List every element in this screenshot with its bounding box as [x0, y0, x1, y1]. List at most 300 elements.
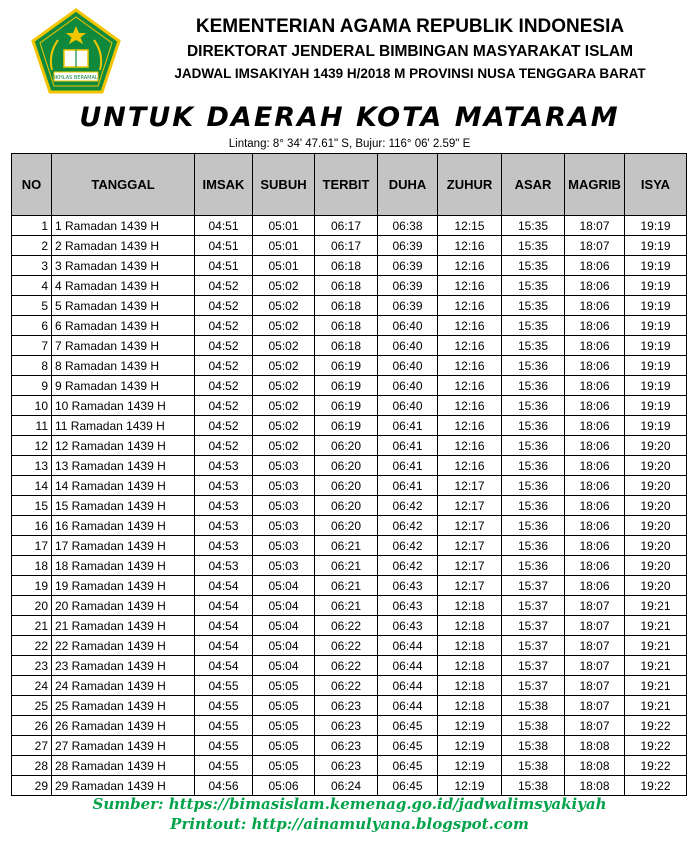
cell-subuh: 05:06: [253, 776, 315, 796]
cell-isya: 19:19: [625, 276, 687, 296]
cell-isya: 19:19: [625, 316, 687, 336]
coordinates-text: Lintang: 8° 34' 47.61" S, Bujur: 116° 06' 2.59" E: [228, 138, 471, 150]
cell-magrib: 18:07: [565, 616, 625, 636]
cell-no: 13: [12, 456, 52, 476]
cell-subuh: 05:03: [253, 496, 315, 516]
cell-no: 9: [12, 376, 52, 396]
col-header-imsak: IMSAK: [195, 154, 253, 216]
cell-terbit: 06:22: [315, 656, 378, 676]
cell-imsak: 04:54: [195, 576, 253, 596]
cell-zuhur: 12:16: [438, 356, 502, 376]
cell-isya: 19:20: [625, 456, 687, 476]
source-link-text: Sumber: https://bimasislam.kemenag.go.id/jadwalimsyakiyah: [92, 795, 607, 813]
cell-imsak: 04:54: [195, 596, 253, 616]
table-row: [12, 436, 687, 456]
cell-terbit: 06:17: [315, 216, 378, 236]
cell-imsak: 04:55: [195, 736, 253, 756]
cell-asar: 15:36: [502, 416, 565, 436]
cell-magrib: 18:08: [565, 756, 625, 776]
cell-duha: 06:44: [378, 696, 438, 716]
cell-no: 23: [12, 656, 52, 676]
cell-duha: 06:40: [378, 376, 438, 396]
cell-asar: 15:37: [502, 576, 565, 596]
table-row: [12, 496, 687, 516]
cell-asar: 15:35: [502, 216, 565, 236]
cell-tanggal: 24 Ramadan 1439 H: [52, 676, 195, 696]
cell-duha: 06:44: [378, 636, 438, 656]
cell-no: 12: [12, 436, 52, 456]
cell-no: 16: [12, 516, 52, 536]
cell-duha: 06:43: [378, 616, 438, 636]
document-footer: [0, 794, 699, 834]
table-row: [12, 376, 687, 396]
cell-subuh: 05:02: [253, 436, 315, 456]
cell-imsak: 04:54: [195, 656, 253, 676]
cell-tanggal: 15 Ramadan 1439 H: [52, 496, 195, 516]
cell-no: 4: [12, 276, 52, 296]
cell-terbit: 06:18: [315, 336, 378, 356]
cell-no: 7: [12, 336, 52, 356]
cell-subuh: 05:05: [253, 756, 315, 776]
cell-tanggal: 11 Ramadan 1439 H: [52, 416, 195, 436]
cell-magrib: 18:07: [565, 236, 625, 256]
cell-no: 27: [12, 736, 52, 756]
cell-no: 11: [12, 416, 52, 436]
cell-magrib: 18:06: [565, 296, 625, 316]
cell-tanggal: 25 Ramadan 1439 H: [52, 696, 195, 716]
table-row: [12, 516, 687, 536]
cell-terbit: 06:19: [315, 396, 378, 416]
table-row: [12, 296, 687, 316]
cell-terbit: 06:17: [315, 236, 378, 256]
cell-imsak: 04:53: [195, 556, 253, 576]
cell-duha: 06:45: [378, 736, 438, 756]
table-row: [12, 456, 687, 476]
cell-duha: 06:44: [378, 656, 438, 676]
cell-asar: 15:36: [502, 556, 565, 576]
cell-tanggal: 1 Ramadan 1439 H: [52, 216, 195, 236]
cell-no: 28: [12, 756, 52, 776]
cell-subuh: 05:03: [253, 456, 315, 476]
cell-isya: 19:21: [625, 696, 687, 716]
cell-subuh: 05:05: [253, 676, 315, 696]
table-row: [12, 396, 687, 416]
cell-no: 20: [12, 596, 52, 616]
table-row: [12, 656, 687, 676]
cell-asar: 15:36: [502, 536, 565, 556]
cell-subuh: 05:02: [253, 416, 315, 436]
cell-asar: 15:35: [502, 296, 565, 316]
cell-magrib: 18:08: [565, 736, 625, 756]
imsakiyah-table: [11, 153, 687, 796]
cell-zuhur: 12:19: [438, 756, 502, 776]
cell-duha: 06:41: [378, 416, 438, 436]
cell-duha: 06:42: [378, 556, 438, 576]
cell-magrib: 18:06: [565, 356, 625, 376]
cell-magrib: 18:06: [565, 516, 625, 536]
cell-tanggal: 17 Ramadan 1439 H: [52, 536, 195, 556]
cell-subuh: 05:02: [253, 316, 315, 336]
cell-subuh: 05:01: [253, 256, 315, 276]
kementerian-agama-logo: [30, 8, 122, 94]
cell-imsak: 04:52: [195, 376, 253, 396]
cell-subuh: 05:03: [253, 476, 315, 496]
table-row: [12, 736, 687, 756]
cell-asar: 15:36: [502, 516, 565, 536]
cell-zuhur: 12:16: [438, 416, 502, 436]
cell-isya: 19:19: [625, 396, 687, 416]
cell-duha: 06:43: [378, 576, 438, 596]
cell-duha: 06:38: [378, 216, 438, 236]
cell-zuhur: 12:16: [438, 256, 502, 276]
cell-duha: 06:42: [378, 536, 438, 556]
printout-link-text: Printout: http://ainamulyana.blogspot.com: [170, 815, 529, 833]
table-row: [12, 256, 687, 276]
cell-tanggal: 22 Ramadan 1439 H: [52, 636, 195, 656]
cell-zuhur: 12:16: [438, 376, 502, 396]
table-row: [12, 756, 687, 776]
col-header-subuh: SUBUH: [253, 154, 315, 216]
cell-terbit: 06:21: [315, 536, 378, 556]
col-header-terbit: TERBIT: [315, 154, 378, 216]
cell-duha: 06:39: [378, 256, 438, 276]
cell-tanggal: 8 Ramadan 1439 H: [52, 356, 195, 376]
cell-terbit: 06:20: [315, 476, 378, 496]
cell-subuh: 05:03: [253, 556, 315, 576]
cell-duha: 06:39: [378, 296, 438, 316]
cell-no: 24: [12, 676, 52, 696]
cell-asar: 15:36: [502, 356, 565, 376]
cell-zuhur: 12:17: [438, 576, 502, 596]
cell-asar: 15:38: [502, 776, 565, 796]
document-header: [0, 0, 699, 150]
cell-magrib: 18:06: [565, 316, 625, 336]
cell-no: 15: [12, 496, 52, 516]
cell-no: 25: [12, 696, 52, 716]
cell-magrib: 18:07: [565, 216, 625, 236]
cell-terbit: 06:22: [315, 616, 378, 636]
cell-subuh: 05:02: [253, 296, 315, 316]
cell-no: 2: [12, 236, 52, 256]
cell-tanggal: 29 Ramadan 1439 H: [52, 776, 195, 796]
table-row: [12, 556, 687, 576]
cell-magrib: 18:07: [565, 696, 625, 716]
cell-zuhur: 12:16: [438, 276, 502, 296]
cell-no: 1: [12, 216, 52, 236]
cell-magrib: 18:08: [565, 776, 625, 796]
cell-magrib: 18:06: [565, 496, 625, 516]
col-header-zuhur: ZUHUR: [438, 154, 502, 216]
cell-magrib: 18:06: [565, 336, 625, 356]
cell-asar: 15:37: [502, 676, 565, 696]
cell-terbit: 06:21: [315, 556, 378, 576]
col-header-isya: ISYA: [625, 154, 687, 216]
cell-asar: 15:37: [502, 636, 565, 656]
col-header-tanggal: TANGGAL: [52, 154, 195, 216]
cell-asar: 15:36: [502, 456, 565, 476]
cell-terbit: 06:20: [315, 516, 378, 536]
cell-imsak: 04:52: [195, 416, 253, 436]
cell-no: 26: [12, 716, 52, 736]
cell-isya: 19:19: [625, 376, 687, 396]
cell-duha: 06:39: [378, 276, 438, 296]
cell-magrib: 18:06: [565, 456, 625, 476]
cell-no: 6: [12, 316, 52, 336]
cell-duha: 06:43: [378, 596, 438, 616]
cell-tanggal: 3 Ramadan 1439 H: [52, 256, 195, 276]
cell-isya: 19:20: [625, 576, 687, 596]
cell-duha: 06:44: [378, 676, 438, 696]
cell-imsak: 04:56: [195, 776, 253, 796]
cell-isya: 19:22: [625, 756, 687, 776]
cell-tanggal: 7 Ramadan 1439 H: [52, 336, 195, 356]
cell-asar: 15:36: [502, 436, 565, 456]
cell-terbit: 06:19: [315, 416, 378, 436]
cell-imsak: 04:55: [195, 716, 253, 736]
cell-magrib: 18:07: [565, 636, 625, 656]
cell-isya: 19:21: [625, 636, 687, 656]
cell-isya: 19:20: [625, 536, 687, 556]
cell-isya: 19:19: [625, 336, 687, 356]
cell-duha: 06:45: [378, 756, 438, 776]
cell-asar: 15:37: [502, 596, 565, 616]
logo-motto: IKHLAS BERAMAL: [54, 75, 98, 81]
cell-terbit: 06:21: [315, 576, 378, 596]
cell-magrib: 18:06: [565, 256, 625, 276]
cell-imsak: 04:51: [195, 236, 253, 256]
cell-imsak: 04:52: [195, 276, 253, 296]
cell-subuh: 05:02: [253, 396, 315, 416]
cell-isya: 19:21: [625, 596, 687, 616]
cell-subuh: 05:04: [253, 636, 315, 656]
cell-subuh: 05:02: [253, 276, 315, 296]
cell-terbit: 06:19: [315, 356, 378, 376]
cell-duha: 06:40: [378, 396, 438, 416]
cell-isya: 19:19: [625, 216, 687, 236]
cell-imsak: 04:52: [195, 396, 253, 416]
cell-duha: 06:40: [378, 316, 438, 336]
cell-duha: 06:41: [378, 456, 438, 476]
cell-tanggal: 5 Ramadan 1439 H: [52, 296, 195, 316]
cell-tanggal: 28 Ramadan 1439 H: [52, 756, 195, 776]
cell-zuhur: 12:16: [438, 236, 502, 256]
cell-imsak: 04:52: [195, 316, 253, 336]
table-row: [12, 476, 687, 496]
cell-duha: 06:42: [378, 496, 438, 516]
cell-no: 5: [12, 296, 52, 316]
cell-imsak: 04:55: [195, 676, 253, 696]
cell-imsak: 04:53: [195, 476, 253, 496]
cell-tanggal: 21 Ramadan 1439 H: [52, 616, 195, 636]
schedule-title: JADWAL IMSAKIYAH 1439 H/2018 M PROVINSI NUSA TENGGARA BARAT: [174, 66, 646, 81]
cell-no: 3: [12, 256, 52, 276]
cell-imsak: 04:54: [195, 616, 253, 636]
cell-duha: 06:45: [378, 716, 438, 736]
cell-no: 18: [12, 556, 52, 576]
table-row: [12, 416, 687, 436]
cell-no: 8: [12, 356, 52, 376]
region-title: UNTUK DAERAH KOTA MATARAM: [79, 102, 620, 133]
cell-duha: 06:40: [378, 356, 438, 376]
cell-terbit: 06:20: [315, 456, 378, 476]
cell-isya: 19:19: [625, 296, 687, 316]
cell-subuh: 05:01: [253, 236, 315, 256]
cell-isya: 19:20: [625, 496, 687, 516]
cell-asar: 15:36: [502, 476, 565, 496]
cell-zuhur: 12:16: [438, 336, 502, 356]
cell-zuhur: 12:19: [438, 776, 502, 796]
cell-zuhur: 12:18: [438, 696, 502, 716]
cell-asar: 15:35: [502, 276, 565, 296]
cell-zuhur: 12:16: [438, 396, 502, 416]
cell-duha: 06:45: [378, 776, 438, 796]
cell-tanggal: 10 Ramadan 1439 H: [52, 396, 195, 416]
cell-imsak: 04:53: [195, 516, 253, 536]
cell-duha: 06:42: [378, 516, 438, 536]
cell-isya: 19:21: [625, 656, 687, 676]
cell-magrib: 18:07: [565, 656, 625, 676]
cell-no: 10: [12, 396, 52, 416]
table-row: [12, 336, 687, 356]
cell-tanggal: 12 Ramadan 1439 H: [52, 436, 195, 456]
cell-subuh: 05:04: [253, 576, 315, 596]
cell-subuh: 05:03: [253, 516, 315, 536]
cell-imsak: 04:51: [195, 216, 253, 236]
cell-imsak: 04:53: [195, 456, 253, 476]
cell-terbit: 06:20: [315, 436, 378, 456]
cell-asar: 15:36: [502, 396, 565, 416]
table-row: [12, 716, 687, 736]
cell-zuhur: 12:16: [438, 436, 502, 456]
cell-subuh: 05:02: [253, 356, 315, 376]
cell-duha: 06:41: [378, 436, 438, 456]
cell-zuhur: 12:19: [438, 716, 502, 736]
cell-zuhur: 12:18: [438, 616, 502, 636]
cell-magrib: 18:07: [565, 676, 625, 696]
cell-magrib: 18:06: [565, 556, 625, 576]
cell-tanggal: 9 Ramadan 1439 H: [52, 376, 195, 396]
table-row: [12, 676, 687, 696]
col-header-magrib: MAGRIB: [565, 154, 625, 216]
cell-subuh: 05:04: [253, 656, 315, 676]
cell-subuh: 05:04: [253, 616, 315, 636]
cell-zuhur: 12:19: [438, 736, 502, 756]
cell-no: 21: [12, 616, 52, 636]
cell-asar: 15:35: [502, 336, 565, 356]
cell-zuhur: 12:18: [438, 596, 502, 616]
cell-zuhur: 12:17: [438, 556, 502, 576]
cell-isya: 19:22: [625, 736, 687, 756]
cell-magrib: 18:06: [565, 576, 625, 596]
cell-terbit: 06:23: [315, 716, 378, 736]
cell-tanggal: 26 Ramadan 1439 H: [52, 716, 195, 736]
cell-duha: 06:39: [378, 236, 438, 256]
cell-tanggal: 23 Ramadan 1439 H: [52, 656, 195, 676]
cell-imsak: 04:54: [195, 636, 253, 656]
cell-terbit: 06:19: [315, 376, 378, 396]
cell-magrib: 18:07: [565, 596, 625, 616]
cell-tanggal: 2 Ramadan 1439 H: [52, 236, 195, 256]
cell-zuhur: 12:17: [438, 496, 502, 516]
cell-terbit: 06:20: [315, 496, 378, 516]
cell-terbit: 06:18: [315, 276, 378, 296]
cell-isya: 19:21: [625, 676, 687, 696]
cell-asar: 15:37: [502, 656, 565, 676]
cell-asar: 15:38: [502, 756, 565, 776]
cell-subuh: 05:03: [253, 536, 315, 556]
table-row: [12, 596, 687, 616]
cell-asar: 15:38: [502, 736, 565, 756]
cell-tanggal: 4 Ramadan 1439 H: [52, 276, 195, 296]
cell-subuh: 05:02: [253, 376, 315, 396]
cell-asar: 15:36: [502, 376, 565, 396]
cell-terbit: 06:22: [315, 636, 378, 656]
cell-magrib: 18:06: [565, 396, 625, 416]
cell-terbit: 06:18: [315, 296, 378, 316]
cell-isya: 19:19: [625, 256, 687, 276]
cell-zuhur: 12:18: [438, 636, 502, 656]
cell-zuhur: 12:16: [438, 456, 502, 476]
cell-zuhur: 12:16: [438, 296, 502, 316]
table-row: [12, 236, 687, 256]
cell-imsak: 04:52: [195, 436, 253, 456]
cell-tanggal: 16 Ramadan 1439 H: [52, 516, 195, 536]
cell-subuh: 05:02: [253, 336, 315, 356]
cell-no: 14: [12, 476, 52, 496]
table-row: [12, 616, 687, 636]
cell-asar: 15:35: [502, 316, 565, 336]
cell-zuhur: 12:16: [438, 316, 502, 336]
cell-subuh: 05:01: [253, 216, 315, 236]
table-header-row: [12, 154, 687, 216]
cell-asar: 15:35: [502, 256, 565, 276]
cell-subuh: 05:05: [253, 716, 315, 736]
cell-imsak: 04:53: [195, 496, 253, 516]
cell-terbit: 06:21: [315, 596, 378, 616]
table-row: [12, 776, 687, 796]
cell-isya: 19:20: [625, 436, 687, 456]
cell-tanggal: 13 Ramadan 1439 H: [52, 456, 195, 476]
table-row: [12, 636, 687, 656]
cell-isya: 19:20: [625, 556, 687, 576]
table-row: [12, 276, 687, 296]
col-header-duha: DUHA: [378, 154, 438, 216]
cell-magrib: 18:06: [565, 376, 625, 396]
table-row: [12, 356, 687, 376]
table-row: [12, 536, 687, 556]
cell-asar: 15:38: [502, 716, 565, 736]
cell-tanggal: 18 Ramadan 1439 H: [52, 556, 195, 576]
cell-zuhur: 12:17: [438, 536, 502, 556]
cell-isya: 19:19: [625, 416, 687, 436]
cell-imsak: 04:52: [195, 356, 253, 376]
cell-imsak: 04:51: [195, 256, 253, 276]
cell-tanggal: 14 Ramadan 1439 H: [52, 476, 195, 496]
cell-tanggal: 27 Ramadan 1439 H: [52, 736, 195, 756]
cell-zuhur: 12:17: [438, 516, 502, 536]
cell-imsak: 04:55: [195, 696, 253, 716]
cell-magrib: 18:06: [565, 536, 625, 556]
cell-no: 17: [12, 536, 52, 556]
cell-asar: 15:35: [502, 236, 565, 256]
cell-terbit: 06:23: [315, 736, 378, 756]
cell-isya: 19:22: [625, 716, 687, 736]
cell-subuh: 05:04: [253, 596, 315, 616]
cell-zuhur: 12:15: [438, 216, 502, 236]
cell-tanggal: 6 Ramadan 1439 H: [52, 316, 195, 336]
cell-duha: 06:41: [378, 476, 438, 496]
col-header-no: NO: [12, 154, 52, 216]
